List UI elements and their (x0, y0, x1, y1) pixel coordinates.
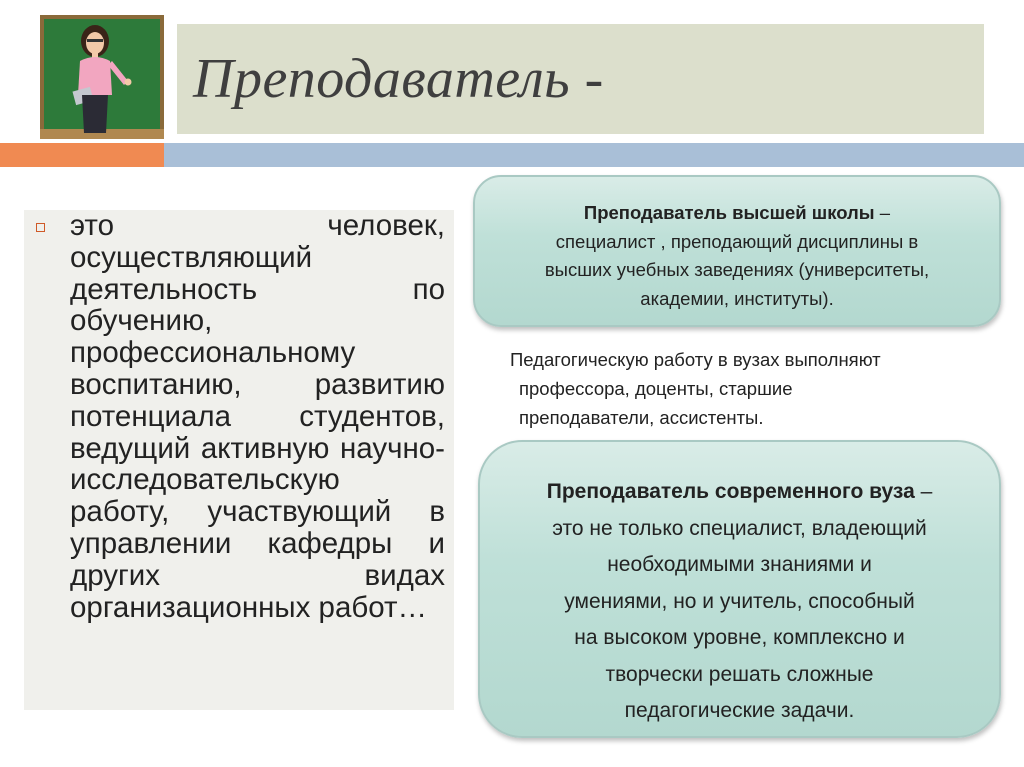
modern-university-dash: – (914, 480, 933, 503)
higher-school-heading-line (475, 199, 999, 228)
blue-accent-strip (164, 143, 1024, 167)
definition-panel (24, 210, 454, 710)
square-bullet-icon (36, 223, 45, 232)
modern-university-heading-line (480, 474, 999, 511)
higher-school-line: специалист , преподающий дисциплины в (555, 230, 919, 252)
modern-university-teacher-box (478, 440, 1001, 738)
modern-university-line: педагогические задачи. (624, 699, 855, 722)
modern-university-term: Преподаватель современного вуза (546, 480, 915, 503)
higher-school-dash: – (874, 202, 891, 223)
modern-university-line: необходимыми знаниями и (607, 553, 872, 576)
modern-university-line: творчески решать сложные (605, 662, 874, 686)
title-box (177, 24, 984, 134)
modern-university-line: на высоком уровне, комплексно и (574, 626, 905, 649)
teacher-illustration (40, 15, 164, 139)
note-line: Педагогическую работу в вузах выполняют (510, 349, 881, 370)
modern-university-line: это не только специалист, владеющий (552, 516, 927, 540)
higher-school-teacher-box (473, 175, 1001, 327)
modern-university-line: умениями, но и учитель, способный (564, 589, 915, 613)
higher-school-line: высших учебных заведениях (университеты, (544, 259, 930, 280)
definition-text: это человек, осуществляющий деятельность по обучению, профессиональному воспитанию, развитию потенциала студентов, ведущий активную научно-исследовательскую работу, участвующий в управлении кафедры и других видах организационных работ… (70, 209, 445, 624)
higher-school-term: Преподаватель высшей школы (583, 202, 875, 223)
page-title: Преподаватель - (193, 48, 604, 110)
note-line: преподаватели, ассистенты. (519, 407, 764, 428)
orange-accent-strip (0, 143, 164, 167)
note-line: профессора, доценты, старшие (519, 378, 793, 399)
pedagogical-work-note (510, 345, 990, 432)
higher-school-line: академии, институты). (640, 287, 834, 309)
